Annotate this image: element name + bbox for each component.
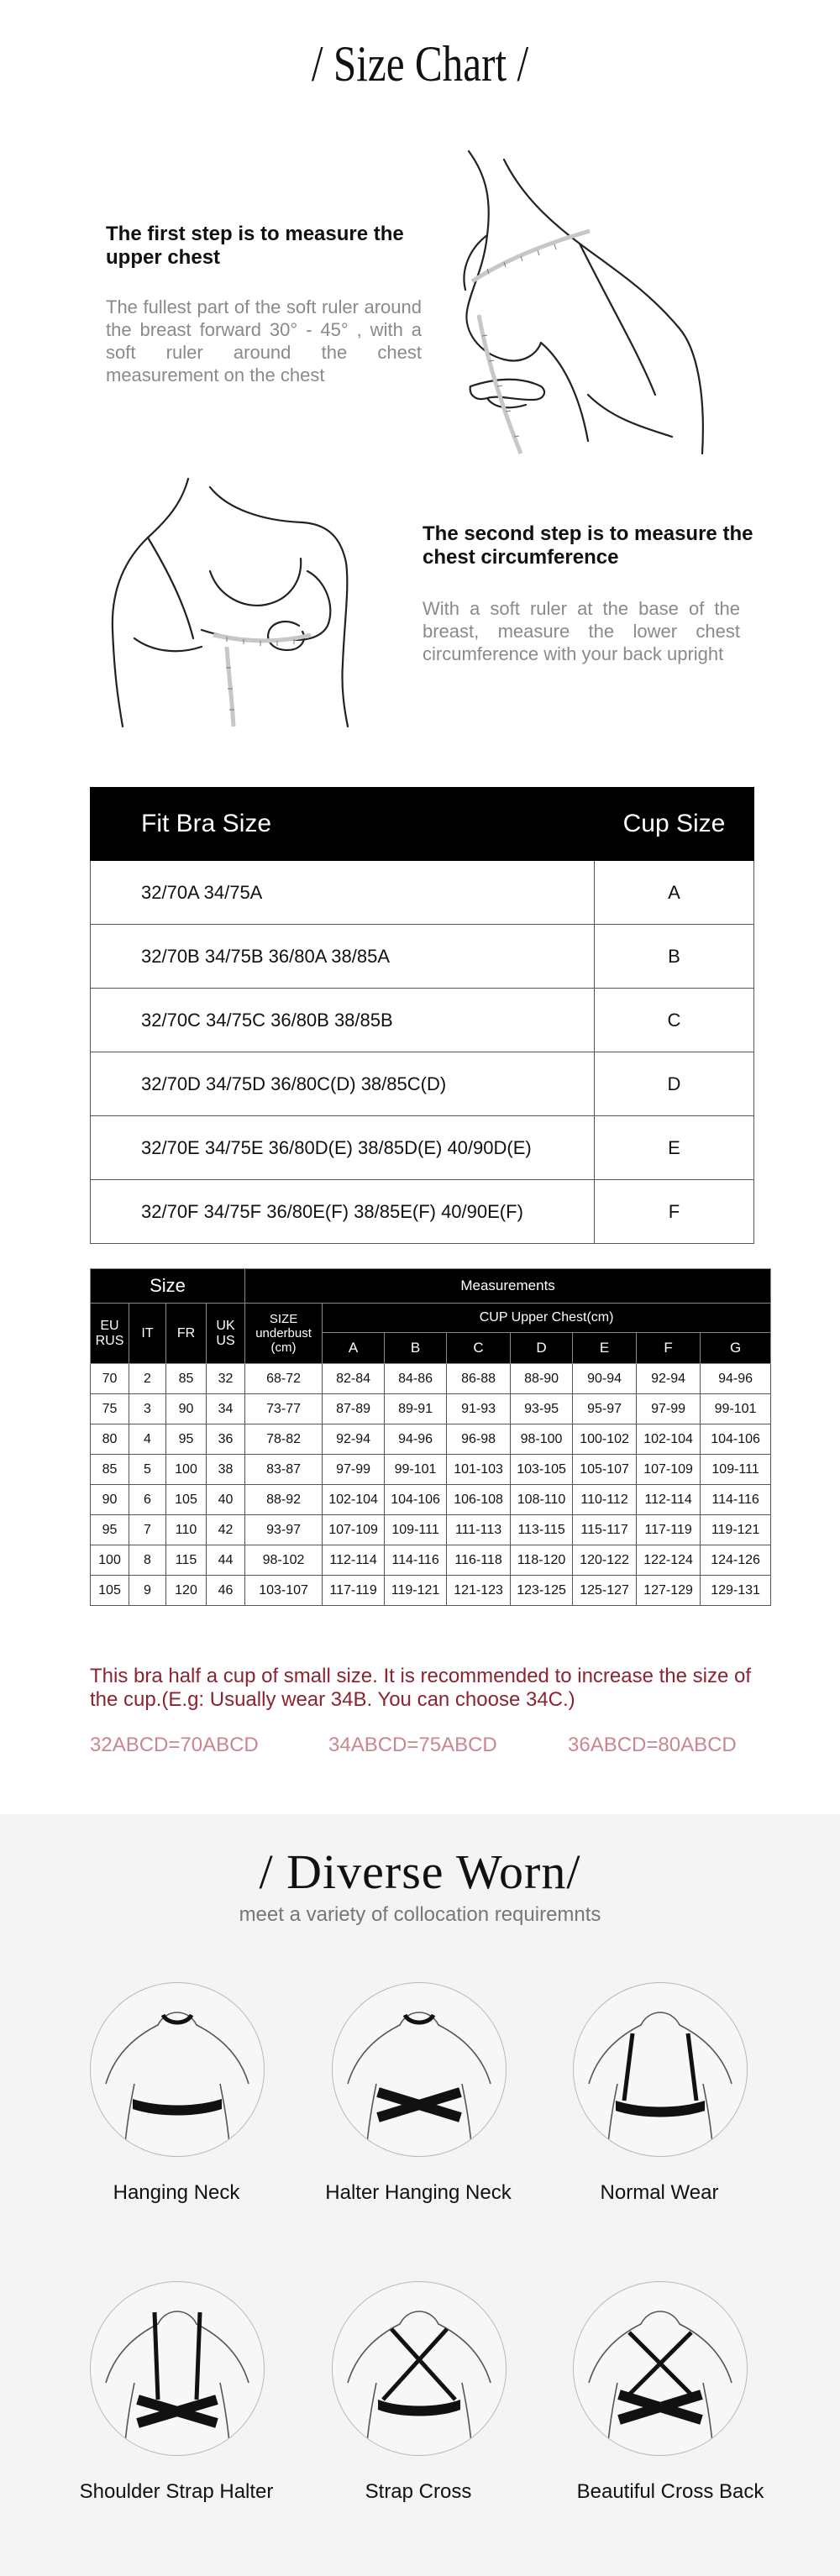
style-label: Hanging Neck (113, 2181, 240, 2204)
table-cell: 38 (207, 1455, 245, 1485)
table-cell: 102-104 (323, 1485, 385, 1515)
table-cell: 91-93 (447, 1394, 511, 1424)
step1-text: The fullest part of the soft ruler around the breast forward 30° - 45° , with a soft ruler around the chest measurement on the chest (106, 296, 422, 386)
table-cell: 117-119 (637, 1515, 701, 1545)
table-row (91, 861, 754, 925)
table-row (91, 1455, 771, 1485)
cup-cell: F (595, 1180, 754, 1244)
eu-rus-header: EU RUS (91, 1304, 129, 1364)
table-cell: 118-120 (511, 1545, 573, 1576)
halter-hanging-neck-back-icon (332, 1982, 507, 2157)
style-label: Strap Cross (365, 2480, 472, 2503)
table-cell: 9 (129, 1576, 166, 1606)
step1-heading: The first step is to measure the upper chest (106, 223, 404, 269)
table-cell: 115 (166, 1545, 207, 1576)
size-note: This bra half a cup of small size. It is recommended to increase the size of the cup.(E.g: Usually wear 34B. You can choose 34C.) (90, 1665, 752, 1711)
cup-g-header: G (701, 1333, 771, 1364)
table-cell: 32 (207, 1364, 245, 1394)
table-cell: 104-106 (701, 1424, 771, 1455)
table-row (91, 1576, 771, 1606)
table-cell: 92-94 (323, 1424, 385, 1455)
table-cell: 105 (166, 1485, 207, 1515)
table-cell: 105-107 (573, 1455, 637, 1485)
table-cell: 88-90 (511, 1364, 573, 1394)
uk-us-header: UK US (207, 1304, 245, 1364)
fit-sizes-cell: 32/70E 34/75E 36/80D(E) 38/85D(E) 40/90D(E) (91, 1116, 595, 1180)
diverse-worn-title: / Diverse Worn/ (259, 1844, 581, 1899)
table-cell: 117-119 (323, 1576, 385, 1606)
cup-cell: E (595, 1116, 754, 1180)
table-cell: 107-109 (637, 1455, 701, 1485)
cup-size-header: Cup Size (595, 788, 754, 861)
table-cell: 119-121 (701, 1515, 771, 1545)
table-cell: 82-84 (323, 1364, 385, 1394)
fr-header: FR (166, 1304, 207, 1364)
table-cell: 103-107 (245, 1576, 323, 1606)
table-cell: 123-125 (511, 1576, 573, 1606)
table-cell: 99-101 (701, 1394, 771, 1424)
table-cell: 109-111 (701, 1455, 771, 1485)
style-label: Halter Hanging Neck (325, 2181, 512, 2204)
table-cell: 70 (91, 1364, 129, 1394)
table-cell: 68-72 (245, 1364, 323, 1394)
upper-chest-measure-illustration (454, 143, 790, 462)
table-cell: 106-108 (447, 1485, 511, 1515)
table-cell: 94-96 (701, 1364, 771, 1394)
underbust-header: SIZE underbust (cm) (245, 1304, 323, 1364)
table-cell: 110 (166, 1515, 207, 1545)
table-row (91, 1364, 771, 1394)
style-label: Shoulder Strap Halter (79, 2480, 274, 2503)
table-cell: 105 (91, 1576, 129, 1606)
diverse-worn-subtitle: meet a variety of collocation requiremnts (239, 1903, 601, 1926)
cup-upper-chest-header: CUP Upper Chest(cm) (323, 1304, 771, 1333)
table-cell: 94-96 (385, 1424, 447, 1455)
table-cell: 100 (91, 1545, 129, 1576)
table-cell: 104-106 (385, 1485, 447, 1515)
table-cell: 88-92 (245, 1485, 323, 1515)
hanging-neck-back-icon (90, 1982, 265, 2157)
normal-wear-back-icon (573, 1982, 748, 2157)
table-cell: 119-121 (385, 1576, 447, 1606)
cup-cell: D (595, 1052, 754, 1116)
cup-cell: B (595, 925, 754, 989)
step2-heading: The second step is to measure the chest circumference (423, 522, 753, 569)
cup-cell: A (595, 861, 754, 925)
table-cell: 75 (91, 1394, 129, 1424)
table-cell: 34 (207, 1394, 245, 1424)
measurements-group-header: Measurements (245, 1269, 771, 1304)
table-cell: 84-86 (385, 1364, 447, 1394)
fit-sizes-cell: 32/70C 34/75C 36/80B 38/85B (91, 989, 595, 1052)
it-header: IT (129, 1304, 166, 1364)
fit-table-header (91, 788, 754, 861)
cup-cell: C (595, 989, 754, 1052)
table-cell: 80 (91, 1424, 129, 1455)
style-label: Normal Wear (600, 2181, 719, 2204)
table-cell: 36 (207, 1424, 245, 1455)
table-cell: 90 (166, 1394, 207, 1424)
table-cell: 90 (91, 1485, 129, 1515)
cup-a-header: A (323, 1333, 385, 1364)
table-cell: 95 (166, 1424, 207, 1455)
table-row (91, 1180, 754, 1244)
fit-bra-size-header: Fit Bra Size (91, 788, 595, 861)
table-row (91, 989, 754, 1052)
table-cell: 5 (129, 1455, 166, 1485)
table-cell: 100 (166, 1455, 207, 1485)
table-cell: 100-102 (573, 1424, 637, 1455)
table-row (91, 1485, 771, 1515)
table-cell: 7 (129, 1515, 166, 1545)
table-cell: 93-95 (511, 1394, 573, 1424)
page-title: / Size Chart / (311, 36, 529, 92)
table-cell: 40 (207, 1485, 245, 1515)
table-cell: 83-87 (245, 1455, 323, 1485)
table-cell: 129-131 (701, 1576, 771, 1606)
table-cell: 114-116 (385, 1545, 447, 1576)
cup-b-header: B (385, 1333, 447, 1364)
cup-f-header: F (637, 1333, 701, 1364)
table-cell: 107-109 (323, 1515, 385, 1545)
style-label: Beautiful Cross Back (576, 2480, 764, 2503)
fit-sizes-cell: 32/70A 34/75A (91, 861, 595, 925)
measurements-table-body (91, 1364, 771, 1606)
table-cell: 90-94 (573, 1364, 637, 1394)
table-cell: 46 (207, 1576, 245, 1606)
table-cell: 42 (207, 1515, 245, 1545)
table-cell: 113-115 (511, 1515, 573, 1545)
table-cell: 4 (129, 1424, 166, 1455)
measurements-table (90, 1268, 771, 1606)
shoulder-strap-halter-back-icon (90, 2281, 265, 2456)
cup-c-header: C (447, 1333, 511, 1364)
table-cell: 103-105 (511, 1455, 573, 1485)
size-equivalent: 36ABCD=80ABCD (568, 1734, 737, 1756)
table-cell: 3 (129, 1394, 166, 1424)
table-cell: 97-99 (323, 1455, 385, 1485)
beautiful-cross-back-icon (573, 2281, 748, 2456)
table-cell: 121-123 (447, 1576, 511, 1606)
table-cell: 116-118 (447, 1545, 511, 1576)
table-cell: 127-129 (637, 1576, 701, 1606)
table-cell: 115-117 (573, 1515, 637, 1545)
step2-text: With a soft ruler at the base of the breast, measure the lower chest circumference with your back upright (423, 598, 740, 664)
table-cell: 78-82 (245, 1424, 323, 1455)
table-cell: 97-99 (637, 1394, 701, 1424)
table-cell: 120 (166, 1576, 207, 1606)
table-cell: 85 (166, 1364, 207, 1394)
table-cell: 95-97 (573, 1394, 637, 1424)
table-row (91, 1424, 771, 1455)
fit-sizes-cell: 32/70F 34/75F 36/80E(F) 38/85E(F) 40/90E(F) (91, 1180, 595, 1244)
table-cell: 99-101 (385, 1455, 447, 1485)
fit-bra-size-table (90, 787, 754, 1244)
size-equivalent: 34ABCD=75ABCD (328, 1734, 497, 1756)
cup-e-header: E (573, 1333, 637, 1364)
table-cell: 122-124 (637, 1545, 701, 1576)
size-group-header: Size (91, 1269, 245, 1304)
table-cell: 92-94 (637, 1364, 701, 1394)
fit-sizes-cell: 32/70B 34/75B 36/80A 38/85A (91, 925, 595, 989)
table-cell: 108-110 (511, 1485, 573, 1515)
table-cell: 89-91 (385, 1394, 447, 1424)
table-cell: 111-113 (447, 1515, 511, 1545)
table-cell: 96-98 (447, 1424, 511, 1455)
table-cell: 8 (129, 1545, 166, 1576)
table-cell: 44 (207, 1545, 245, 1576)
table-cell: 114-116 (701, 1485, 771, 1515)
table-cell: 112-114 (637, 1485, 701, 1515)
table-cell: 102-104 (637, 1424, 701, 1455)
chest-circumference-illustration (101, 470, 370, 731)
table-row (91, 1545, 771, 1576)
table-cell: 98-102 (245, 1545, 323, 1576)
table-cell: 2 (129, 1364, 166, 1394)
table-row (91, 1116, 754, 1180)
table-cell: 110-112 (573, 1485, 637, 1515)
size-equivalent: 32ABCD=70ABCD (90, 1734, 259, 1756)
table-cell: 109-111 (385, 1515, 447, 1545)
strap-cross-back-icon (332, 2281, 507, 2456)
table-cell: 87-89 (323, 1394, 385, 1424)
fit-sizes-cell: 32/70D 34/75D 36/80C(D) 38/85C(D) (91, 1052, 595, 1116)
table-cell: 124-126 (701, 1545, 771, 1576)
table-cell: 112-114 (323, 1545, 385, 1576)
table-row (91, 1515, 771, 1545)
table-cell: 101-103 (447, 1455, 511, 1485)
table-row (91, 1052, 754, 1116)
table-cell: 120-122 (573, 1545, 637, 1576)
table-row (91, 1394, 771, 1424)
table-cell: 125-127 (573, 1576, 637, 1606)
table-cell: 73-77 (245, 1394, 323, 1424)
table-row (91, 925, 754, 989)
table-cell: 85 (91, 1455, 129, 1485)
table-cell: 93-97 (245, 1515, 323, 1545)
table-cell: 86-88 (447, 1364, 511, 1394)
cup-d-header: D (511, 1333, 573, 1364)
table-cell: 6 (129, 1485, 166, 1515)
table-cell: 95 (91, 1515, 129, 1545)
table-cell: 98-100 (511, 1424, 573, 1455)
